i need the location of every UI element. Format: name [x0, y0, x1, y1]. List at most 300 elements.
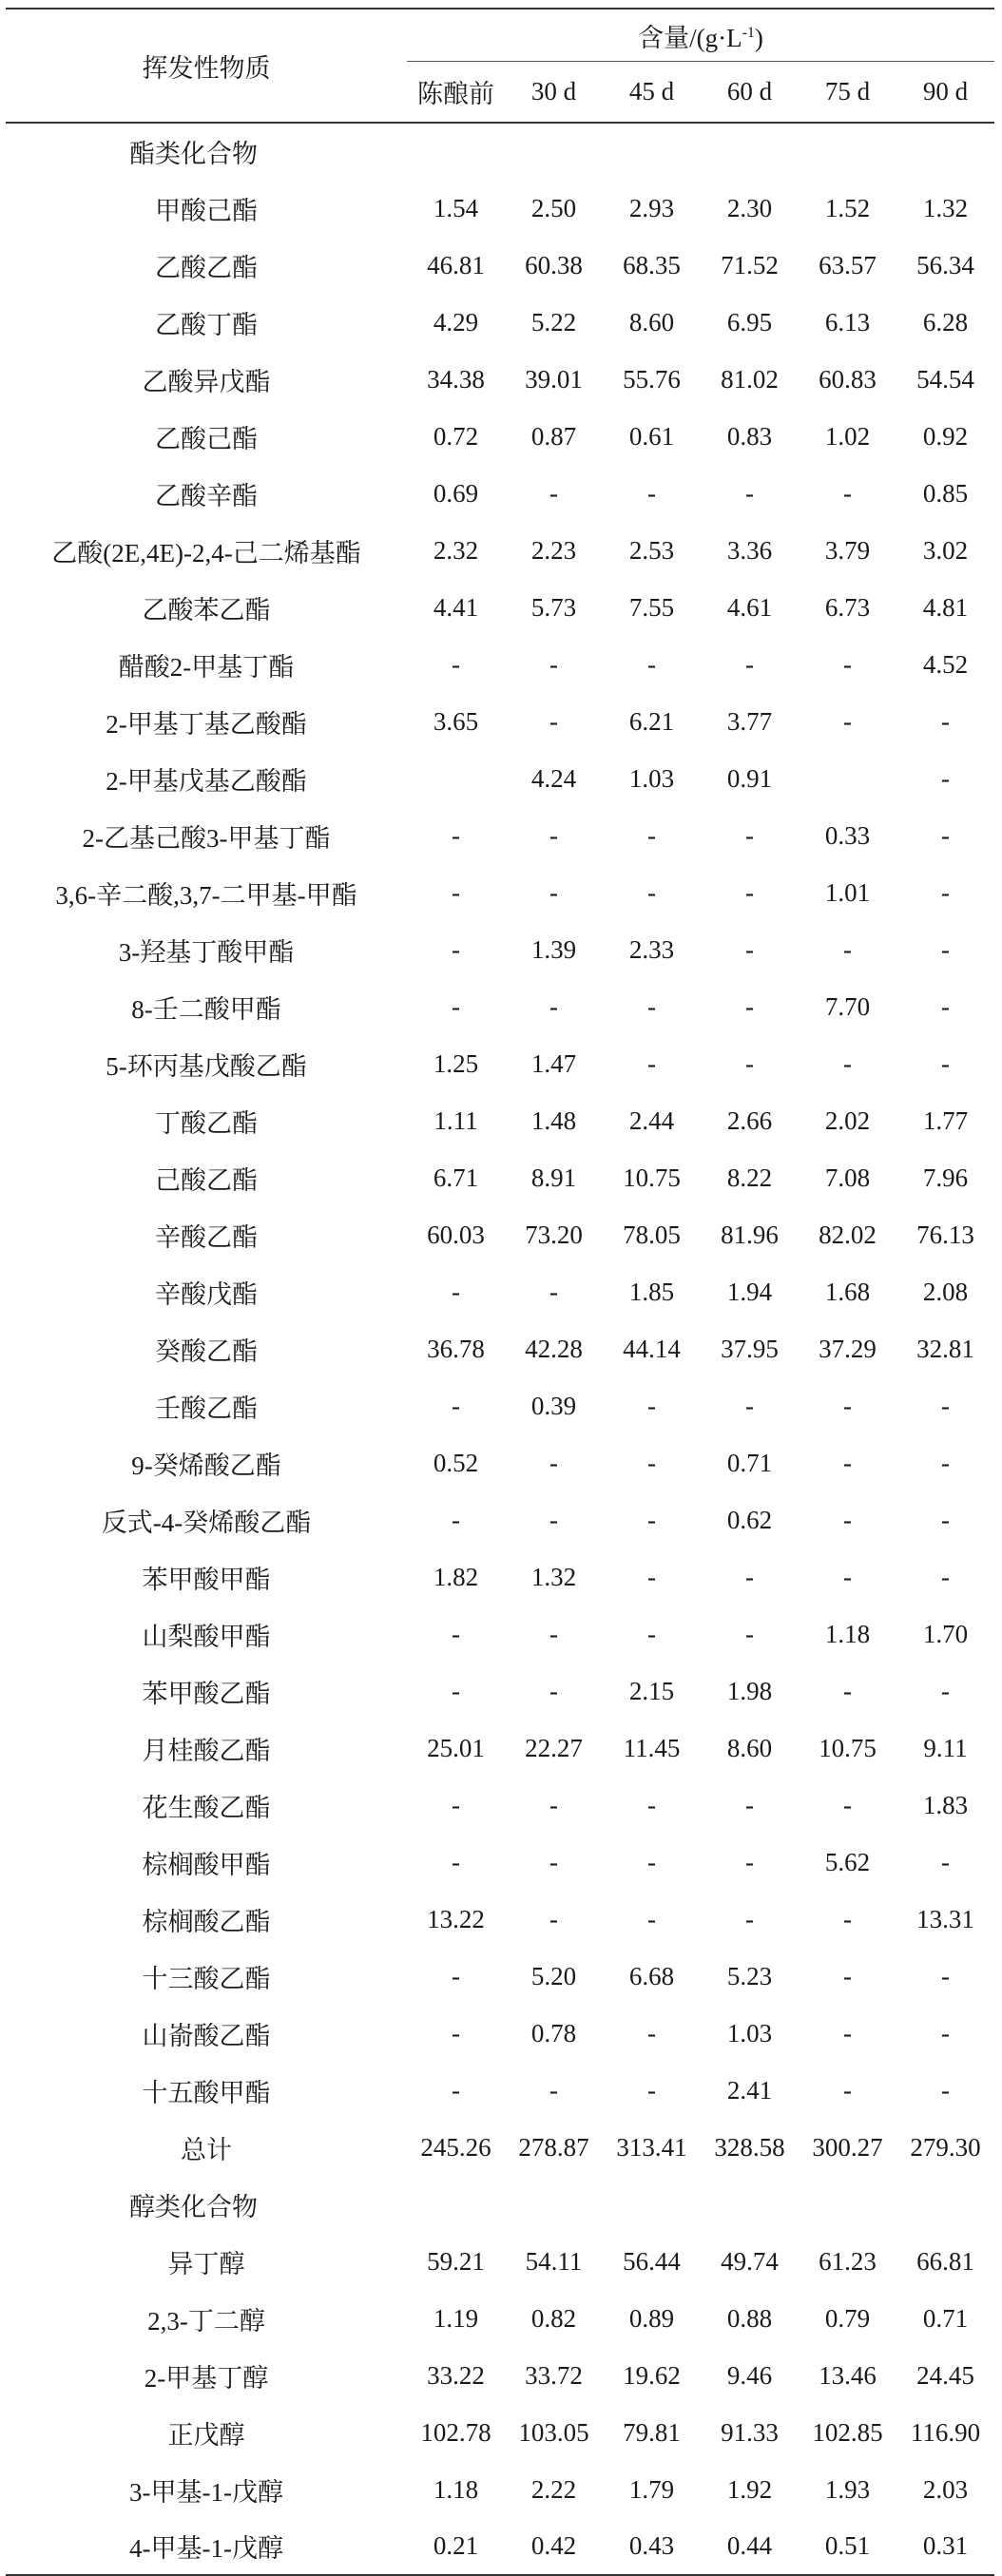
value-cell: 34.38 — [427, 364, 485, 394]
value-cell: - — [452, 649, 460, 679]
compound-name: 乙酸乙酯 — [155, 253, 258, 282]
compound-name: 乙酸己酯 — [155, 424, 258, 453]
value-cell: 6.68 — [628, 1961, 675, 1990]
value-cell: 1.77 — [922, 1105, 969, 1135]
value-cell: 2.53 — [628, 535, 675, 565]
value-cell: 1.79 — [628, 2474, 675, 2504]
value-cell: - — [843, 1790, 852, 1819]
value-cell: 3.02 — [922, 535, 969, 565]
value-cell: - — [452, 1961, 460, 1990]
value-cell: - — [745, 1391, 754, 1420]
value-cell: - — [941, 991, 950, 1021]
header-col-1: 30 d — [505, 62, 603, 124]
value-cell: - — [549, 1790, 558, 1819]
value-cell: 49.74 — [721, 2246, 779, 2276]
value-cell: 4.24 — [530, 763, 577, 793]
value-cell: 56.34 — [916, 250, 974, 279]
value-cell: 0.51 — [799, 2518, 896, 2575]
value-cell: 81.02 — [721, 364, 779, 394]
value-cell: 1.32 — [922, 193, 969, 222]
value-cell: 0.39 — [530, 1391, 577, 1420]
table-row — [6, 294, 994, 351]
value-cell: 0.31 — [896, 2518, 994, 2575]
value-cell: - — [843, 1562, 852, 1591]
value-cell: - — [647, 1562, 656, 1591]
value-cell: 54.11 — [525, 2246, 583, 2276]
value-cell: 37.29 — [819, 1334, 877, 1363]
table-row — [6, 1777, 994, 1834]
value-cell: 0.69 — [433, 478, 479, 508]
value-cell: 9.11 — [923, 1733, 968, 1762]
value-cell: - — [941, 1391, 950, 1420]
value-cell: - — [941, 1676, 950, 1705]
table-row — [6, 2347, 994, 2404]
compound-name: 棕榈酸乙酯 — [142, 1907, 271, 1936]
value-cell: 36.78 — [427, 1334, 485, 1363]
value-cell: 54.54 — [916, 364, 974, 394]
header-content-sup: -1 — [742, 24, 755, 41]
table-row — [6, 180, 994, 237]
value-cell: - — [745, 991, 754, 1021]
compound-name: 苯甲酸乙酯 — [142, 1679, 271, 1708]
value-cell: 8.22 — [726, 1163, 773, 1192]
value-cell: 1.82 — [433, 1562, 479, 1591]
value-cell: - — [941, 706, 950, 736]
table-row — [6, 408, 994, 465]
value-cell: 66.81 — [916, 2246, 974, 2276]
value-cell: - — [549, 649, 558, 679]
value-cell: - — [549, 1847, 558, 1876]
value-cell: 0.71 — [922, 2303, 969, 2333]
value-cell: 5.23 — [726, 1961, 773, 1990]
value-cell: - — [452, 934, 460, 964]
value-cell: 0.79 — [824, 2303, 871, 2333]
value-cell: - — [941, 1961, 950, 1990]
table-row — [6, 1149, 994, 1206]
value-cell: 60.38 — [525, 250, 583, 279]
table-row — [6, 921, 994, 978]
value-cell: 1.92 — [726, 2474, 773, 2504]
value-cell: 19.62 — [623, 2360, 681, 2390]
value-cell: - — [452, 1790, 460, 1819]
value-cell: 2.41 — [726, 2075, 773, 2105]
value-cell: 10.75 — [623, 1163, 681, 1192]
compound-name: 异丁醇 — [167, 2249, 245, 2278]
value-cell: 6.13 — [824, 307, 871, 336]
value-cell: - — [549, 2075, 558, 2105]
value-cell: 56.44 — [623, 2246, 681, 2276]
value-cell: 2.30 — [726, 193, 773, 222]
value-cell: 328.58 — [714, 2132, 785, 2162]
value-cell: - — [941, 763, 950, 793]
compound-name: 辛酸戊酯 — [155, 1279, 258, 1309]
compound-name: 己酸乙酯 — [155, 1165, 258, 1195]
value-cell: 1.83 — [922, 1790, 969, 1819]
value-cell: - — [452, 820, 460, 850]
value-cell: - — [452, 1676, 460, 1705]
value-cell: 39.01 — [525, 364, 583, 394]
value-cell: - — [549, 1505, 558, 1534]
value-cell: 0.87 — [530, 421, 577, 451]
value-cell: - — [843, 1048, 852, 1078]
value-cell: 1.03 — [726, 2018, 773, 2047]
table-row — [6, 1377, 994, 1434]
value-cell: 1.03 — [628, 763, 675, 793]
value-cell: 1.70 — [922, 1619, 969, 1648]
value-cell: 0.21 — [407, 2518, 505, 2575]
table-row — [6, 636, 994, 693]
value-cell: 1.02 — [824, 421, 871, 451]
compound-name: 反式-4-癸烯酸乙酯 — [101, 1508, 312, 1537]
value-cell — [407, 750, 505, 807]
compound-name: 9-癸烯酸乙酯 — [131, 1451, 281, 1480]
value-cell: 2.33 — [628, 934, 675, 964]
value-cell: - — [941, 1448, 950, 1477]
volatile-compounds-table — [6, 8, 994, 2576]
value-cell: 0.89 — [628, 2303, 675, 2333]
value-cell: - — [647, 1790, 656, 1819]
value-cell: 6.71 — [433, 1163, 479, 1192]
compound-name: 苯甲酸甲酯 — [142, 1565, 271, 1594]
value-cell: - — [745, 1619, 754, 1648]
value-cell: 5.62 — [824, 1847, 871, 1876]
table-row — [6, 2062, 994, 2119]
table-row — [6, 579, 994, 636]
value-cell: - — [549, 1904, 558, 1933]
value-cell: - — [941, 1847, 950, 1876]
value-cell: 1.85 — [628, 1277, 675, 1306]
value-cell: - — [647, 1048, 656, 1078]
category-row — [6, 2176, 994, 2233]
compound-name: 5-环丙基戊酸乙酯 — [106, 1051, 307, 1081]
compound-name: 3,6-辛二酸,3,7-二甲基-甲酯 — [55, 880, 357, 910]
table-row — [6, 1834, 994, 1891]
value-cell: 1.54 — [433, 193, 479, 222]
value-cell: 55.76 — [623, 364, 681, 394]
table-row — [6, 1263, 994, 1320]
table-row — [6, 522, 994, 579]
compound-name: 2-甲基丁醇 — [144, 2363, 269, 2393]
header-compound-name: 挥发性物质 — [6, 9, 407, 123]
value-cell: - — [452, 2018, 460, 2047]
value-cell: 2.32 — [433, 535, 479, 565]
value-cell: 3.65 — [433, 706, 479, 736]
value-cell: 0.82 — [530, 2303, 577, 2333]
value-cell: 300.27 — [812, 2132, 883, 2162]
value-cell: 8.91 — [530, 1163, 577, 1192]
compound-name: 2-甲基戊基乙酸酯 — [106, 766, 307, 796]
value-cell: - — [549, 991, 558, 1021]
value-cell: 279.30 — [910, 2132, 981, 2162]
table-row — [6, 237, 994, 294]
category-label: 酯类化合物 — [129, 140, 258, 168]
value-cell: 0.72 — [433, 421, 479, 451]
value-cell: 7.55 — [628, 592, 675, 622]
value-cell: 0.78 — [530, 2018, 577, 2047]
value-cell: 0.33 — [824, 820, 871, 850]
value-cell: 5.20 — [530, 1961, 577, 1990]
value-cell: 22.27 — [525, 1733, 583, 1762]
value-cell: 7.70 — [824, 991, 871, 1021]
value-cell: 76.13 — [916, 1220, 974, 1249]
value-cell: 0.85 — [922, 478, 969, 508]
value-cell: 13.46 — [819, 2360, 877, 2390]
value-cell: 5.73 — [530, 592, 577, 622]
value-cell: 2.03 — [922, 2474, 969, 2504]
value-cell — [799, 750, 896, 807]
value-cell: 1.18 — [433, 2474, 479, 2504]
value-cell: - — [843, 1391, 852, 1420]
value-cell: 8.60 — [628, 307, 675, 336]
value-cell: - — [745, 1562, 754, 1591]
value-cell: 78.05 — [623, 1220, 681, 1249]
compound-name: 3-甲基-1-戊醇 — [129, 2477, 283, 2507]
value-cell: - — [549, 820, 558, 850]
value-cell: 71.52 — [721, 250, 779, 279]
table-row — [6, 1320, 994, 1377]
table-row — [6, 1206, 994, 1263]
value-cell: 6.95 — [726, 307, 773, 336]
compound-name: 正戊醇 — [167, 2420, 245, 2450]
value-cell: 1.48 — [530, 1105, 577, 1135]
value-cell: 32.81 — [916, 1334, 974, 1363]
table-row — [6, 1720, 994, 1777]
value-cell: - — [549, 1277, 558, 1306]
value-cell: - — [549, 478, 558, 508]
value-cell: - — [745, 478, 754, 508]
table-row — [6, 2119, 994, 2176]
value-cell: 1.25 — [433, 1048, 479, 1078]
value-cell: 13.31 — [916, 1904, 974, 1933]
value-cell: - — [941, 877, 950, 907]
value-cell: 1.01 — [824, 877, 871, 907]
value-cell: - — [941, 1562, 950, 1591]
header-content-close: ) — [754, 23, 763, 52]
value-cell: - — [745, 1790, 754, 1819]
value-cell: - — [452, 1619, 460, 1648]
value-cell: 0.61 — [628, 421, 675, 451]
compound-name: 乙酸异戊酯 — [142, 367, 271, 396]
value-cell: 7.96 — [922, 1163, 969, 1192]
value-cell: 9.46 — [726, 2360, 773, 2390]
compound-name: 甲酸己酯 — [155, 196, 258, 225]
value-cell: - — [941, 1048, 950, 1078]
value-cell: 1.93 — [824, 2474, 871, 2504]
value-cell: 33.72 — [525, 2360, 583, 2390]
value-cell: 6.73 — [824, 592, 871, 622]
value-cell: 2.44 — [628, 1105, 675, 1135]
header-col-5: 90 d — [896, 62, 994, 124]
table-row — [6, 1891, 994, 1948]
value-cell: - — [941, 2075, 950, 2105]
value-cell: 81.96 — [721, 1220, 779, 1249]
value-cell: 79.81 — [623, 2417, 681, 2447]
value-cell: - — [549, 1619, 558, 1648]
value-cell: 91.33 — [721, 2417, 779, 2447]
category-label: 醇类化合物 — [129, 2192, 258, 2221]
value-cell: 61.23 — [819, 2246, 877, 2276]
value-cell: 42.28 — [525, 1334, 583, 1363]
value-cell: - — [647, 1847, 656, 1876]
table-row — [6, 978, 994, 1035]
compound-name: 乙酸辛酯 — [155, 481, 258, 510]
compound-name: 棕榈酸甲酯 — [142, 1850, 271, 1879]
table-row — [6, 2005, 994, 2062]
value-cell: 1.98 — [726, 1676, 773, 1705]
value-cell: - — [647, 991, 656, 1021]
value-cell: - — [941, 820, 950, 850]
value-cell: 68.35 — [623, 250, 681, 279]
compound-name: 十三酸乙酯 — [142, 1964, 271, 1993]
value-cell: - — [843, 706, 852, 736]
table-row — [6, 1434, 994, 1491]
compound-name: 辛酸乙酯 — [155, 1222, 258, 1252]
header-col-3: 60 d — [701, 62, 799, 124]
compound-name: 癸酸乙酯 — [155, 1336, 258, 1366]
value-cell: 60.03 — [427, 1220, 485, 1249]
value-cell: 6.21 — [628, 706, 675, 736]
header-col-4: 75 d — [799, 62, 896, 124]
value-cell: - — [843, 2018, 852, 2047]
value-cell: - — [843, 934, 852, 964]
value-cell: 8.60 — [726, 1733, 773, 1762]
table-row — [6, 1035, 994, 1092]
value-cell: - — [549, 877, 558, 907]
header-col-0: 陈酿前 — [407, 62, 505, 124]
value-cell: 1.19 — [433, 2303, 479, 2333]
table-row — [6, 1491, 994, 1548]
value-cell: 59.21 — [427, 2246, 485, 2276]
value-cell: 1.39 — [530, 934, 577, 964]
table-body — [6, 123, 994, 2575]
value-cell: - — [549, 1676, 558, 1705]
value-cell: 0.43 — [603, 2518, 701, 2575]
value-cell: 0.91 — [726, 763, 773, 793]
value-cell: - — [452, 1847, 460, 1876]
compound-name: 2,3-丁二醇 — [147, 2306, 265, 2336]
compound-name: 醋酸2-甲基丁酯 — [118, 652, 295, 682]
compound-name: 花生酸乙酯 — [142, 1793, 271, 1822]
value-cell: 1.47 — [530, 1048, 577, 1078]
value-cell: 3.36 — [726, 535, 773, 565]
compound-name: 乙酸苯乙酯 — [142, 595, 271, 625]
compound-name: 3-羟基丁酸甲酯 — [118, 937, 295, 967]
header-col-2: 45 d — [603, 62, 701, 124]
value-cell: - — [745, 820, 754, 850]
value-cell: - — [745, 1847, 754, 1876]
value-cell: 313.41 — [616, 2132, 687, 2162]
value-cell: - — [647, 1448, 656, 1477]
table-row — [6, 2290, 994, 2347]
table-row — [6, 864, 994, 921]
value-cell: 0.44 — [701, 2518, 799, 2575]
compound-name: 乙酸丁酯 — [155, 310, 258, 339]
value-cell: 1.52 — [824, 193, 871, 222]
value-cell: 102.85 — [812, 2417, 883, 2447]
compound-name: 总计 — [181, 2135, 232, 2164]
value-cell: 0.62 — [726, 1505, 773, 1534]
value-cell: 0.42 — [505, 2518, 603, 2575]
value-cell: 2.93 — [628, 193, 675, 222]
value-cell: 1.32 — [530, 1562, 577, 1591]
value-cell: 1.94 — [726, 1277, 773, 1306]
table-row — [6, 2404, 994, 2461]
value-cell: - — [647, 877, 656, 907]
value-cell: - — [843, 2075, 852, 2105]
value-cell: 0.71 — [726, 1448, 773, 1477]
value-cell: 1.18 — [824, 1619, 871, 1648]
value-cell: - — [843, 478, 852, 508]
value-cell: - — [745, 934, 754, 964]
value-cell: 4.41 — [433, 592, 479, 622]
table-row — [6, 2233, 994, 2290]
value-cell: - — [941, 2018, 950, 2047]
compound-name: 8-壬二酸甲酯 — [131, 994, 281, 1024]
value-cell: 46.81 — [427, 250, 485, 279]
value-cell: 0.88 — [726, 2303, 773, 2333]
table-row — [6, 1548, 994, 1605]
value-cell: - — [745, 1904, 754, 1933]
value-cell: 3.79 — [824, 535, 871, 565]
value-cell: 102.78 — [420, 2417, 491, 2447]
table-row — [6, 750, 994, 807]
value-cell: - — [745, 1048, 754, 1078]
value-cell: - — [745, 877, 754, 907]
table-row — [6, 1605, 994, 1663]
value-cell: - — [843, 649, 852, 679]
table-row — [6, 1948, 994, 2005]
value-cell: - — [843, 1961, 852, 1990]
value-cell: - — [647, 649, 656, 679]
value-cell: 245.26 — [420, 2132, 491, 2162]
value-cell: 82.02 — [819, 1220, 877, 1249]
value-cell: - — [647, 2018, 656, 2047]
value-cell: - — [647, 1619, 656, 1648]
table-row — [6, 1663, 994, 1720]
value-cell: 2.22 — [530, 2474, 577, 2504]
value-cell: - — [941, 1505, 950, 1534]
value-cell: 73.20 — [525, 1220, 583, 1249]
value-cell: 4.81 — [922, 592, 969, 622]
value-cell: - — [647, 2075, 656, 2105]
value-cell: 10.75 — [819, 1733, 877, 1762]
value-cell: 3.77 — [726, 706, 773, 736]
compound-name: 山梨酸甲酯 — [142, 1622, 271, 1651]
header-content-label: 含量/(g·L — [638, 23, 742, 52]
value-cell: 1.68 — [824, 1277, 871, 1306]
compound-name: 十五酸甲酯 — [142, 2078, 271, 2107]
compound-name: 2-乙基己酸3-甲基丁酯 — [82, 823, 331, 853]
value-cell: - — [843, 1505, 852, 1534]
compound-name: 丁酸乙酯 — [155, 1108, 258, 1138]
value-cell: 11.45 — [623, 1733, 681, 1762]
value-cell: - — [647, 820, 656, 850]
value-cell: - — [452, 877, 460, 907]
table-row — [6, 2461, 994, 2518]
value-cell: - — [843, 1676, 852, 1705]
value-cell: 0.52 — [433, 1448, 479, 1477]
value-cell: 2.23 — [530, 535, 577, 565]
value-cell: 13.22 — [427, 1904, 485, 1933]
value-cell: - — [647, 478, 656, 508]
value-cell: 2.50 — [530, 193, 577, 222]
value-cell: 25.01 — [427, 1733, 485, 1762]
table-row — [6, 465, 994, 522]
value-cell: 33.22 — [427, 2360, 485, 2390]
value-cell: 4.52 — [922, 649, 969, 679]
value-cell: - — [452, 1391, 460, 1420]
table-row — [6, 693, 994, 750]
